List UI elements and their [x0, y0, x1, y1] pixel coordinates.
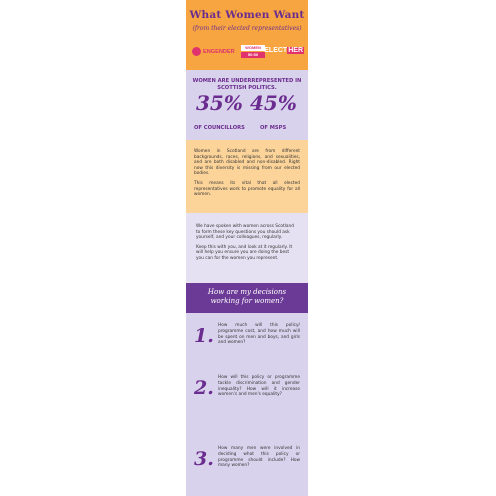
question-number: 3.: [194, 448, 214, 470]
keep-paragraph: Keep this with you, and look at it regularly. It will help you ensure you are doing the best you can for the women you represent.: [196, 244, 293, 261]
banner-line-1: How are my decisions: [207, 288, 287, 296]
electher-logo: ELECTHER: [264, 47, 303, 54]
question-text: How many men were involved in deciding what this policy or programme should include? How many women?: [218, 446, 300, 469]
stats-panel: [186, 70, 308, 140]
banner-line-2: working for women?: [210, 297, 284, 305]
poster-subtitle: (from their elected representatives): [192, 25, 302, 32]
header-panel: [186, 0, 308, 70]
intro-panel: [186, 213, 308, 283]
poster-title: What Women Want: [189, 9, 305, 21]
questions-panel: [186, 313, 308, 496]
councillors-value: 35%: [196, 91, 243, 115]
diversity-panel: [186, 140, 308, 213]
engender-circle-icon: [192, 47, 201, 56]
diversity-paragraph: Women in Scotland are from different backgrounds, races, religions, and sexualities, and are both disabled and non-disabled. Right now this diversity is missing from our elected bodies.: [194, 149, 300, 177]
equality-paragraph: This means its vital that all elected representatives work to promote equality for all women.: [194, 180, 300, 198]
engender-logo: ENGENDER: [192, 47, 235, 56]
msps-value: 45%: [250, 91, 297, 115]
question-text: How much will this policy/ programme cost, and how much will be spent on men and boys, and girls and women?: [218, 323, 300, 346]
stats-intro: WOMEN ARE UNDERREPRESENTED IN SCOTTISH POLITICS.: [192, 78, 302, 91]
msps-label: OF MSPS: [260, 125, 287, 131]
stats-figures: [186, 91, 308, 117]
partner-logos: [192, 45, 304, 59]
intro-paragraph: We have spoken with women across Scotland to form these key questions you should ask yourself, and your colleagues, regularly.: [196, 224, 294, 241]
councillors-label: OF COUNCILLORS: [194, 125, 245, 131]
question-banner: [186, 283, 308, 313]
question-number: 2.: [194, 377, 214, 399]
question-text: How will this policy or programme tackle discrimination and gender inequality? How will it increase women's and men's equality?: [218, 375, 300, 398]
women-5050-logo: WOMEN 50:50: [241, 45, 265, 58]
question-number: 1.: [194, 325, 214, 347]
